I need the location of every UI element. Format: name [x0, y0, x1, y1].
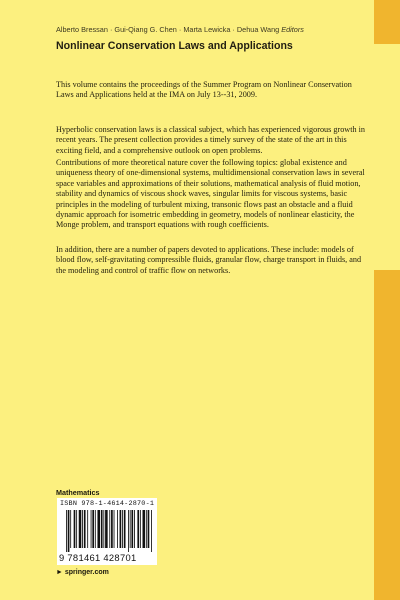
barcode-bar — [97, 510, 100, 548]
publisher-link[interactable] — [56, 569, 109, 576]
barcode-block — [57, 498, 157, 565]
barcode-bar — [76, 510, 77, 548]
arrow-right-icon: ► — [56, 569, 63, 576]
subject-category: Mathematics — [56, 488, 100, 497]
blurb-paragraph-4: In addition, there are a number of papers devoted to applications. These include: models of blood flow, self-gravitating compressible fluids, granular flow, charge transport in fluids, and the modeling and control of traffic flow on networks. — [56, 245, 362, 275]
barcode-bar — [122, 510, 123, 548]
barcode-bar — [66, 510, 67, 552]
editors-names: Alberto Bressan · Gui-Qiang G. Chen · Marta Lewicka · Dehua Wang — [56, 25, 280, 34]
barcode-bar — [148, 510, 150, 548]
barcode-bar — [92, 510, 94, 548]
publisher-label: springer.com — [64, 569, 109, 576]
barcode-bar — [124, 510, 126, 548]
barcode-bar — [151, 510, 152, 552]
barcode-bar — [130, 510, 131, 548]
barcode-bar — [74, 510, 76, 548]
barcode-bar — [143, 510, 146, 548]
barcode-bar — [79, 510, 82, 548]
barcode-bar — [114, 510, 115, 548]
barcode-digits: 9 781461 428701 — [59, 552, 137, 563]
barcode-bar — [137, 510, 139, 548]
barcode-bar — [111, 510, 113, 548]
barcode-bar — [120, 510, 122, 548]
blurb-paragraph-1: This volume contains the proceedings of the Summer Program on Nonlinear Conservation Laws and Applications held at the IMA on July 13--31, 2009. — [56, 80, 352, 100]
barcode-bar — [101, 510, 103, 548]
barcode-bar — [87, 510, 88, 548]
isbn-text: ISBN 978-1-4614-2870-1 — [60, 500, 155, 508]
barcode-bar — [84, 510, 86, 548]
barcode-bar — [95, 510, 96, 548]
accent-band-top — [374, 0, 400, 44]
barcode-bar — [117, 510, 118, 548]
barcode-bar — [70, 510, 71, 548]
barcode-bar — [68, 510, 70, 552]
blurb-paragraph-2: Hyperbolic conservation laws is a classical subject, which has experienced vigorous growth in recent years. The present collection provides a timely survey of the state of the art in this exciting field, and a comprehensive outlook on open problems. — [56, 125, 365, 155]
accent-band-bottom — [374, 270, 400, 600]
barcode-bar — [82, 510, 83, 548]
blurb-paragraph-3: Contributions of more theoretical nature cover the following topics: global existence and uniqueness theory of one-dimensional systems, multidimensional conservation laws in several space variables and approximations of their solutions, mathematical analysis of fluid motion, stability and dynamics of viscous shock waves, singular limits for viscous systems, basic principles in the modeling of turbulent mixing, transonic flows past an obstacle and a fluid dynamic approach for isometric embedding in geometry, models of nonlinear elasticity, the Monge problem, and transport equations with rough coefficients. — [56, 158, 365, 230]
barcode-bar — [128, 510, 129, 552]
editors-line — [56, 25, 304, 34]
barcode-bar — [103, 510, 104, 548]
barcode-bar — [146, 510, 147, 548]
editors-role: Editors — [281, 25, 304, 34]
barcode-image — [66, 510, 152, 552]
barcode-bar — [105, 510, 108, 548]
barcode-bar — [140, 510, 141, 548]
barcode-bar — [131, 510, 133, 548]
barcode-bar — [91, 510, 92, 548]
barcode-bar — [134, 510, 135, 548]
book-title: Nonlinear Conservation Laws and Applications — [56, 40, 293, 52]
barcode-bar — [109, 510, 110, 548]
